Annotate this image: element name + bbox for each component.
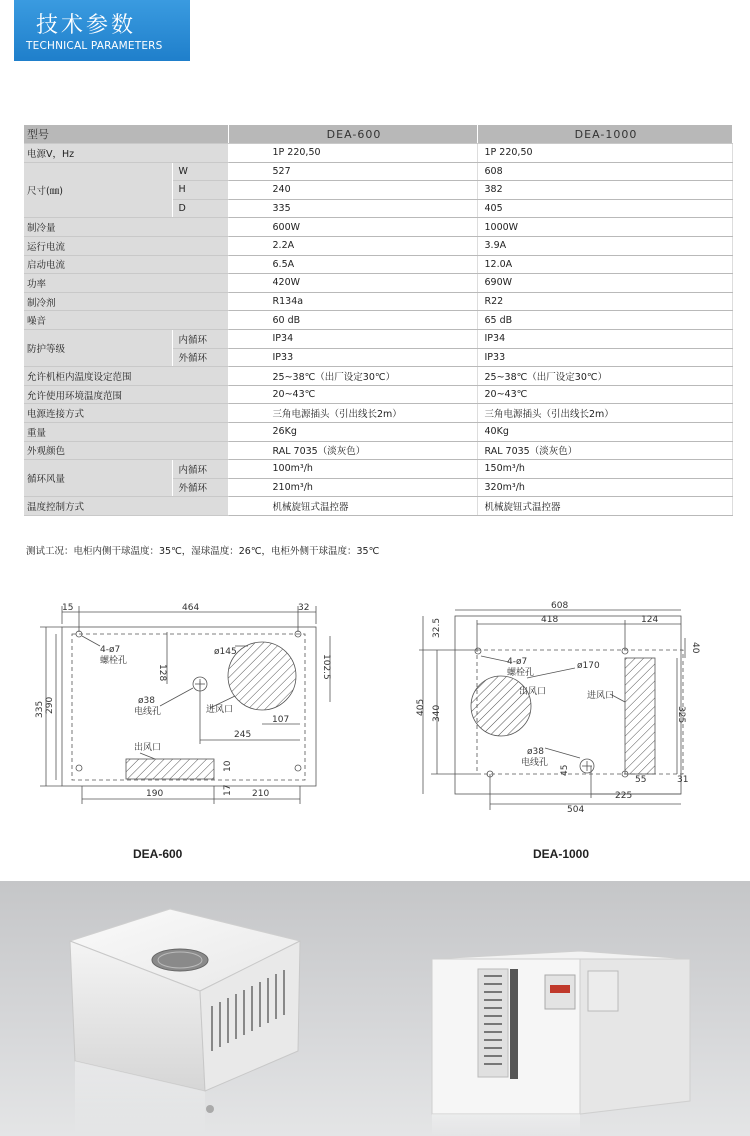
row-label: 重量 — [24, 422, 228, 441]
cell-b: 320m³/h — [477, 478, 732, 497]
table-row — [24, 422, 732, 441]
bolt-text: 4-ø7 — [507, 657, 528, 667]
table-header-row — [24, 125, 732, 144]
dim-text: 245 — [234, 730, 252, 740]
cell-a: 527 — [228, 162, 477, 181]
cell-b: 65 dB — [477, 311, 732, 330]
dim-text: 464 — [182, 603, 200, 613]
cell-a: 6.5A — [228, 255, 477, 274]
header-model-b: DEA-1000 — [477, 125, 732, 144]
cell-b: 1000W — [477, 218, 732, 237]
sub-label: 内循环 — [172, 460, 228, 479]
row-label: 功率 — [24, 274, 228, 293]
dim-text: 128 — [157, 664, 167, 682]
cell-a: 26Kg — [228, 422, 477, 441]
row-label: 温度控制方式 — [24, 497, 228, 516]
table-row — [24, 367, 732, 386]
table-row — [24, 460, 732, 479]
dim-text: 31 — [677, 775, 689, 785]
dim-text: 55 — [635, 775, 647, 785]
table-row — [24, 311, 732, 330]
cell-b: 12.0A — [477, 255, 732, 274]
cell-b: 382 — [477, 181, 732, 200]
row-label: 尺寸(㎜) — [24, 162, 172, 218]
cell-b: 608 — [477, 162, 732, 181]
sub-label: D — [172, 199, 228, 218]
cell-b: IP34 — [477, 329, 732, 348]
sub-label: 外循环 — [172, 478, 228, 497]
cell-a: RAL 7035（淡灰色） — [228, 441, 477, 460]
dim-text: 40 — [690, 642, 700, 654]
cell-a: 机械旋钮式温控器 — [228, 497, 477, 516]
sub-label: 内循环 — [172, 329, 228, 348]
dim-text: 107 — [272, 715, 290, 725]
cell-b: 20~43℃ — [477, 385, 732, 404]
table-row — [24, 329, 732, 348]
dea1000-caption: DEA-1000 — [533, 847, 590, 861]
row-label: 允许使用环境温度范围 — [24, 385, 228, 404]
fan-text: ø145 — [214, 647, 237, 657]
dim-text: 325 — [676, 706, 686, 724]
dim-text: 340 — [432, 704, 442, 722]
cell-b: 3.9A — [477, 236, 732, 255]
dim-text: 210 — [252, 789, 270, 799]
row-label: 循环风量 — [24, 460, 172, 497]
inlet-label: 进风口 — [587, 691, 615, 701]
row-label: 允许机柜内温度设定范围 — [24, 367, 228, 386]
row-label: 启动电流 — [24, 255, 228, 274]
hole-text: ø38 — [138, 696, 155, 706]
cell-a: 20~43℃ — [228, 385, 477, 404]
fan-text: ø170 — [577, 661, 600, 671]
cell-b: 三角电源插头（引出线长2m） — [477, 404, 732, 423]
cell-a: 2.2A — [228, 236, 477, 255]
dim-text: 290 — [45, 696, 55, 714]
cell-a: 600W — [228, 218, 477, 237]
sub-label: 外循环 — [172, 348, 228, 367]
dim-text: 608 — [551, 601, 569, 611]
table-row — [24, 236, 732, 255]
dim-text: 32 — [298, 603, 310, 613]
dim-text: 32.5 — [432, 617, 442, 638]
dea600-drawing — [30, 596, 350, 816]
cell-a: 210m³/h — [228, 478, 477, 497]
hole-text: ø38 — [527, 747, 544, 757]
cell-a: 420W — [228, 274, 477, 293]
product-photo-area — [0, 881, 750, 1136]
row-label: 外观颜色 — [24, 441, 228, 460]
dim-text: 45 — [560, 764, 570, 776]
cell-a: 25~38℃（出厂设定30℃） — [228, 367, 477, 386]
row-label: 防护等级 — [24, 329, 172, 366]
cell-a: IP34 — [228, 329, 477, 348]
outlet-label: 出风口 — [519, 687, 547, 697]
header-model: 型号 — [24, 125, 228, 144]
dim-text: 190 — [146, 789, 164, 799]
table-row — [24, 162, 732, 181]
table-row — [24, 274, 732, 293]
dim-text: 10 — [223, 760, 233, 772]
cell-b: 150m³/h — [477, 460, 732, 479]
cell-b: RAL 7035（淡灰色） — [477, 441, 732, 460]
cell-a: 三角电源插头（引出线长2m） — [228, 404, 477, 423]
inlet-label: 进风口 — [206, 705, 234, 715]
table-row — [24, 144, 732, 163]
dim-text: 504 — [567, 805, 585, 815]
test-condition-note: 测试工况：电柜内侧干球温度：35℃，湿球温度：26℃，电柜外侧干球温度：35℃ — [26, 546, 380, 557]
cell-b: IP33 — [477, 348, 732, 367]
dea600-photo — [70, 909, 300, 1136]
cell-b: 1P 220,50 — [477, 144, 732, 163]
row-label: 电源V，Hz — [24, 144, 228, 163]
table-row — [24, 441, 732, 460]
cell-b: 690W — [477, 274, 732, 293]
cell-a: 335 — [228, 199, 477, 218]
bolt-text: 4-ø7 — [100, 645, 121, 655]
product-photos — [0, 881, 750, 1136]
dea1000-photo — [432, 951, 690, 1136]
cell-b: 405 — [477, 199, 732, 218]
dea1000-drawing — [415, 598, 715, 820]
dim-text: 15 — [62, 603, 74, 613]
cell-a: 100m³/h — [228, 460, 477, 479]
sub-label: W — [172, 162, 228, 181]
cell-b: 机械旋钮式温控器 — [477, 497, 732, 516]
row-label: 制冷量 — [24, 218, 228, 237]
hole-label: 电线孔 — [134, 707, 162, 717]
row-label: 制冷剂 — [24, 292, 228, 311]
cell-a: 1P 220,50 — [228, 144, 477, 163]
dim-text: 102.5 — [321, 654, 331, 680]
cell-a: IP33 — [228, 348, 477, 367]
table-row — [24, 255, 732, 274]
banner-title-en: TECHNICAL PARAMETERS — [26, 40, 163, 52]
cell-b: 25~38℃（出厂设定30℃） — [477, 367, 732, 386]
dim-text: 225 — [615, 791, 633, 801]
cell-b: R22 — [477, 292, 732, 311]
dim-text: 17 — [223, 784, 233, 796]
table-row — [24, 292, 732, 311]
row-label: 噪音 — [24, 311, 228, 330]
header-model-a: DEA-600 — [228, 125, 477, 144]
table-row — [24, 404, 732, 423]
row-label: 电源连接方式 — [24, 404, 228, 423]
row-label: 运行电流 — [24, 236, 228, 255]
cell-a: R134a — [228, 292, 477, 311]
dim-text: 335 — [35, 700, 45, 718]
outlet-label: 出风口 — [134, 743, 162, 753]
bolt-label: 螺栓孔 — [507, 668, 535, 678]
dim-text: 418 — [541, 615, 559, 625]
sub-label: H — [172, 181, 228, 200]
dea600-caption: DEA-600 — [133, 847, 183, 861]
section-banner — [14, 0, 190, 61]
table-row — [24, 497, 732, 516]
table-row — [24, 385, 732, 404]
bolt-label: 螺栓孔 — [100, 656, 128, 666]
cell-b: 40Kg — [477, 422, 732, 441]
hole-label: 电线孔 — [521, 758, 549, 768]
spec-table — [24, 125, 733, 516]
cell-a: 240 — [228, 181, 477, 200]
table-row — [24, 218, 732, 237]
cell-a: 60 dB — [228, 311, 477, 330]
dim-text: 124 — [641, 615, 659, 625]
dim-text: 405 — [416, 698, 426, 716]
banner-title-cn: 技术参数 — [36, 13, 137, 38]
